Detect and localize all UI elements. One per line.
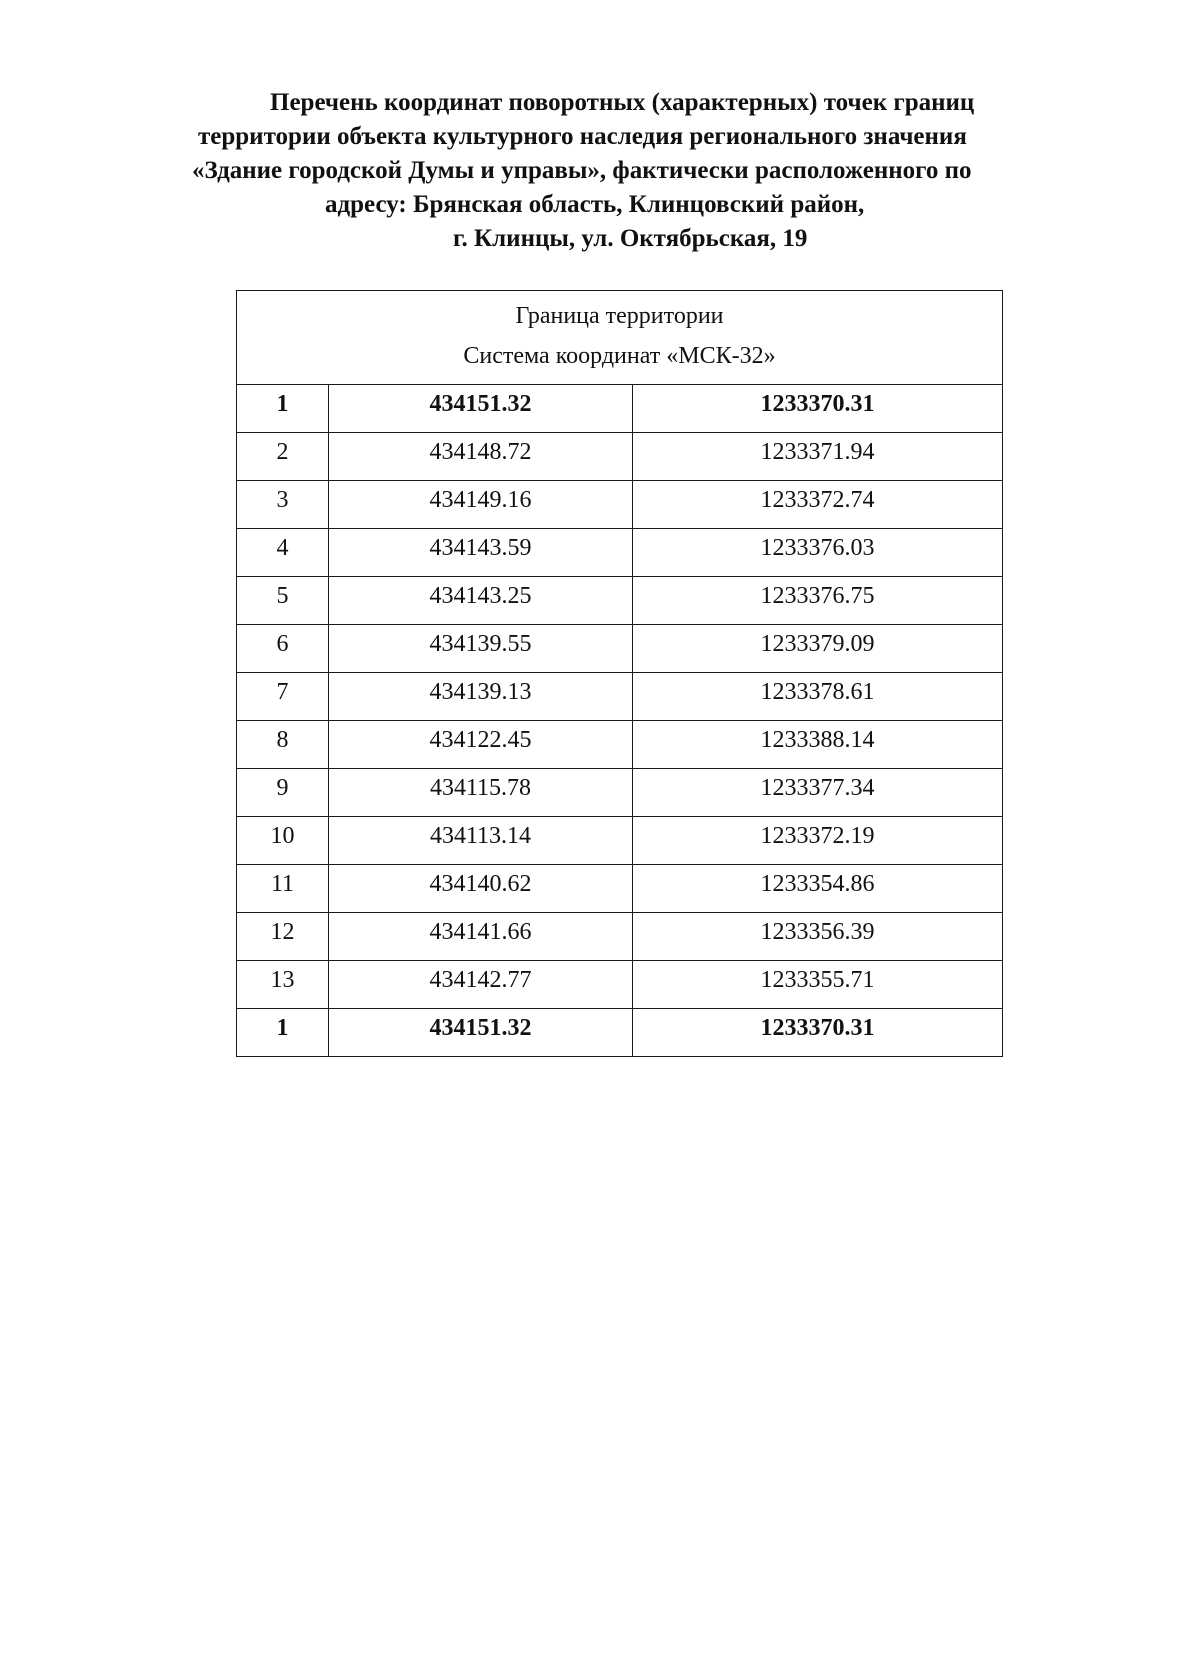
x-coordinate-cell: 434122.45 (329, 721, 633, 769)
x-coordinate-cell: 434143.25 (329, 577, 633, 625)
table-header-row (237, 291, 1003, 385)
table-row (237, 817, 1003, 865)
point-number-cell: 4 (237, 529, 329, 577)
x-coordinate-cell: 434139.55 (329, 625, 633, 673)
point-number-cell: 5 (237, 577, 329, 625)
point-number-cell: 11 (237, 865, 329, 913)
x-coordinate-cell: 434113.14 (329, 817, 633, 865)
table-header-coordinate-system: Система координат «МСК-32» (463, 343, 776, 369)
table-row (237, 577, 1003, 625)
x-coordinate-cell: 434141.66 (329, 913, 633, 961)
table-row (237, 433, 1003, 481)
point-number-cell: 7 (237, 673, 329, 721)
table-header-title: Граница территории (515, 303, 724, 329)
x-coordinate-cell: 434139.13 (329, 673, 633, 721)
y-coordinate-cell: 1233388.14 (633, 721, 1003, 769)
y-coordinate-cell: 1233376.75 (633, 577, 1003, 625)
y-coordinate-cell: 1233355.71 (633, 961, 1003, 1009)
table-row (237, 721, 1003, 769)
table-row (237, 913, 1003, 961)
y-coordinate-cell: 1233372.74 (633, 481, 1003, 529)
point-number-cell: 8 (237, 721, 329, 769)
y-coordinate-cell: 1233370.31 (633, 1009, 1003, 1057)
heading-line-3: «Здание городской Думы и управы», фактически расположенного по (192, 157, 972, 184)
point-number-cell: 1 (237, 385, 329, 433)
table-row (237, 625, 1003, 673)
y-coordinate-cell: 1233376.03 (633, 529, 1003, 577)
point-number-cell: 6 (237, 625, 329, 673)
table-row (237, 529, 1003, 577)
y-coordinate-cell: 1233370.31 (633, 385, 1003, 433)
point-number-cell: 2 (237, 433, 329, 481)
x-coordinate-cell: 434140.62 (329, 865, 633, 913)
heading-line-2: территории объекта культурного наследия регионального значения (198, 123, 967, 150)
x-coordinate-cell: 434151.32 (329, 385, 633, 433)
table-row (237, 865, 1003, 913)
y-coordinate-cell: 1233377.34 (633, 769, 1003, 817)
heading-line-5: г. Клинцы, ул. Октябрьская, 19 (453, 225, 808, 252)
x-coordinate-cell: 434115.78 (329, 769, 633, 817)
x-coordinate-cell: 434142.77 (329, 961, 633, 1009)
point-number-cell: 9 (237, 769, 329, 817)
point-number-cell: 1 (237, 1009, 329, 1057)
x-coordinate-cell: 434151.32 (329, 1009, 633, 1057)
heading-line-4: адресу: Брянская область, Клинцовский район, (325, 191, 865, 218)
y-coordinate-cell: 1233378.61 (633, 673, 1003, 721)
table-body (237, 385, 1003, 1057)
y-coordinate-cell: 1233354.86 (633, 865, 1003, 913)
table-row (237, 385, 1003, 433)
point-number-cell: 10 (237, 817, 329, 865)
point-number-cell: 3 (237, 481, 329, 529)
y-coordinate-cell: 1233372.19 (633, 817, 1003, 865)
y-coordinate-cell: 1233379.09 (633, 625, 1003, 673)
y-coordinate-cell: 1233356.39 (633, 913, 1003, 961)
x-coordinate-cell: 434148.72 (329, 433, 633, 481)
table-row (237, 961, 1003, 1009)
table-row (237, 769, 1003, 817)
table-row (237, 1009, 1003, 1057)
x-coordinate-cell: 434143.59 (329, 529, 633, 577)
document-heading (170, 86, 1050, 256)
table-header-cell (237, 291, 1003, 385)
y-coordinate-cell: 1233371.94 (633, 433, 1003, 481)
x-coordinate-cell: 434149.16 (329, 481, 633, 529)
coordinates-table (236, 290, 1003, 1057)
table-row (237, 673, 1003, 721)
point-number-cell: 13 (237, 961, 329, 1009)
table-row (237, 481, 1003, 529)
point-number-cell: 12 (237, 913, 329, 961)
heading-line-1: Перечень координат поворотных (характерных) точек границ (270, 89, 975, 116)
